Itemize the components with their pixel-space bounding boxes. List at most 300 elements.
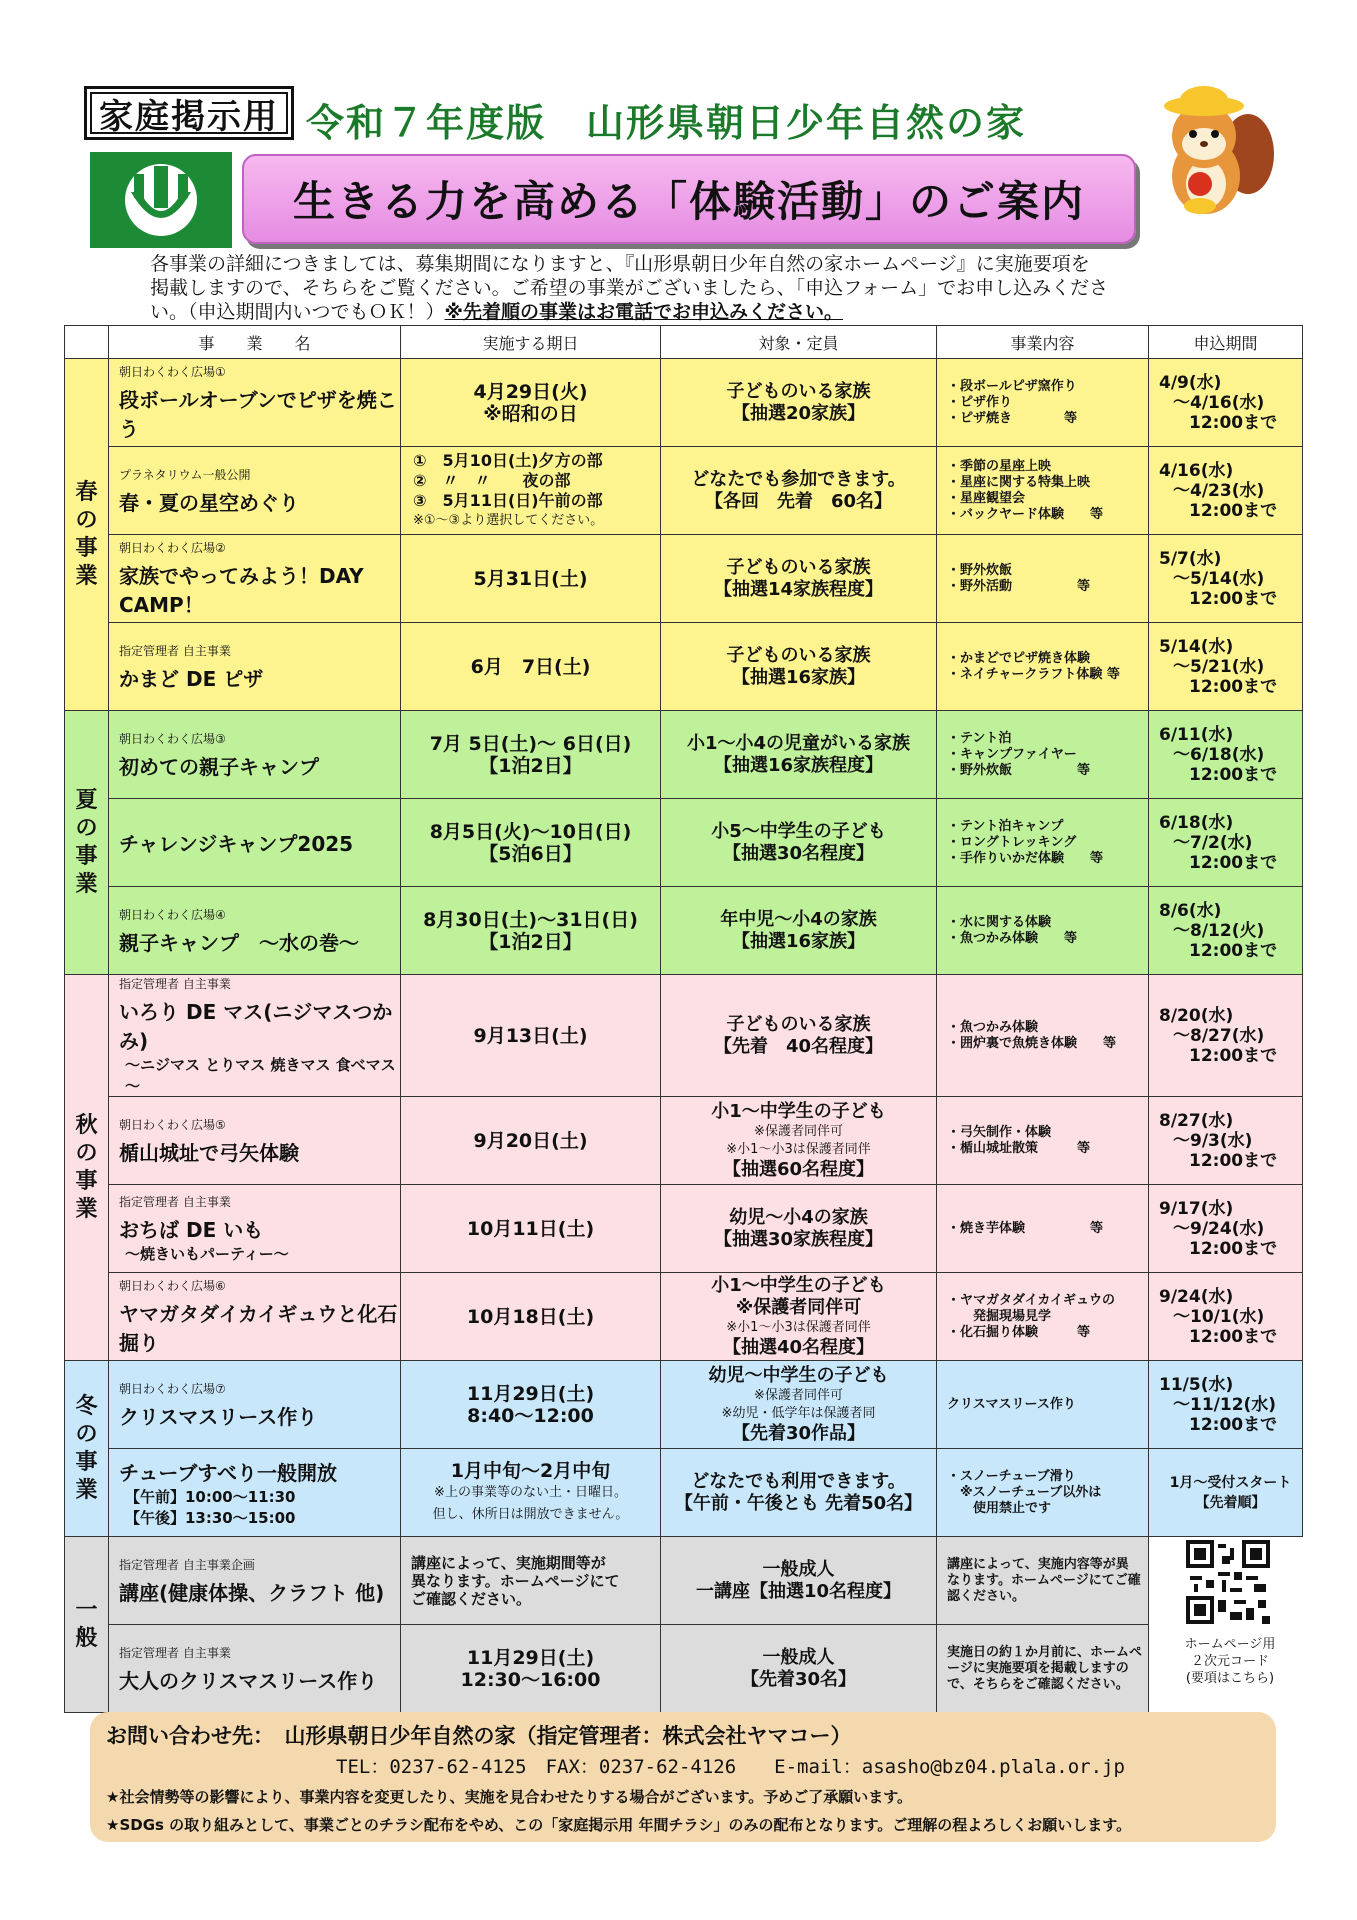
table-row bbox=[65, 1625, 1303, 1713]
event-date-cell bbox=[401, 711, 661, 799]
event-date-cell bbox=[401, 623, 661, 711]
event-date-line: 12:30～16:00 bbox=[460, 1668, 601, 1691]
event-date-cell bbox=[401, 359, 661, 447]
event-apply-line: 12:00まで bbox=[1189, 676, 1278, 697]
event-target-line: 【抽選30家族程度】 bbox=[713, 1228, 884, 1250]
event-name-cell bbox=[109, 1537, 401, 1625]
event-target-line: 【抽選14家族程度】 bbox=[713, 578, 884, 600]
event-apply-line: ～6/18(水) bbox=[1173, 744, 1265, 765]
event-date-line: 11月29日(土) bbox=[466, 1382, 595, 1405]
table-header-row bbox=[65, 326, 1303, 359]
event-content-cell bbox=[937, 1625, 1149, 1713]
event-target-line: 【抽選16家族程度】 bbox=[713, 754, 884, 776]
event-date-cell bbox=[401, 1273, 661, 1361]
event-name-cell bbox=[109, 1185, 401, 1273]
event-content-line: ・焼き芋体験 等 bbox=[947, 1220, 1104, 1236]
event-apply-cell bbox=[1149, 1361, 1303, 1449]
event-content-line: クリスマスリース作り bbox=[947, 1396, 1076, 1412]
event-apply-line: 9/17(水) bbox=[1159, 1198, 1234, 1219]
event-apply-line: 12:00まで bbox=[1189, 940, 1278, 961]
event-name-cell bbox=[109, 1273, 401, 1361]
event-content-line: ・キャンプファイヤー bbox=[947, 746, 1077, 762]
event-apply-cell bbox=[1149, 975, 1303, 1097]
event-category: プラネタリウム一般公開 bbox=[119, 467, 251, 482]
event-date-line: 10月18日(土) bbox=[466, 1305, 595, 1328]
event-name-cell bbox=[109, 359, 401, 447]
event-name: 親子キャンプ ～水の巻～ bbox=[119, 930, 359, 955]
event-content-line: ・かまどでピザ焼き体験 bbox=[947, 650, 1091, 666]
event-apply-line: 12:00まで bbox=[1189, 1045, 1278, 1066]
event-date-line: 1月中旬～2月中旬 bbox=[450, 1459, 611, 1482]
event-content-line: ・星座観望会 bbox=[947, 490, 1026, 506]
event-date-line: 11月29日(土) bbox=[466, 1646, 595, 1669]
event-content-line: ージに実施要項を掲載しますの bbox=[947, 1660, 1129, 1676]
event-name: ヤマガタダイカイギュウと化石掘り bbox=[119, 1302, 398, 1355]
event-date-line: ※①～③より選択してください。 bbox=[413, 512, 604, 528]
table-row bbox=[65, 1537, 1303, 1625]
event-apply-cell bbox=[1149, 887, 1303, 975]
event-apply-line: ～9/3(水) bbox=[1173, 1130, 1253, 1151]
season-char: 冬 bbox=[75, 1393, 98, 1419]
event-target-line: 小1～中学生の子ども bbox=[711, 1274, 886, 1296]
event-date-line: 7月 5日(土)～ 6日(日) bbox=[429, 732, 632, 755]
event-apply-line: 8/20(水) bbox=[1159, 1005, 1234, 1026]
table-row bbox=[65, 711, 1303, 799]
season-char: の bbox=[75, 815, 98, 841]
event-content-line: ・段ボールピザ窯作り bbox=[947, 378, 1077, 394]
event-apply-line: ～8/27(水) bbox=[1173, 1025, 1265, 1046]
event-name-cell bbox=[109, 711, 401, 799]
event-date-cell bbox=[401, 1625, 661, 1713]
page-title: 令和７年度版 山形県朝日少年自然の家 bbox=[306, 101, 1027, 145]
event-content-line: なります。ホームページにてご確 bbox=[947, 1572, 1141, 1588]
event-content-line: ・化石掘り体験 等 bbox=[947, 1324, 1091, 1340]
event-target-line: 小1～小4の児童がいる家族 bbox=[686, 732, 911, 754]
event-date-line: 5月31日(土) bbox=[473, 567, 588, 590]
event-category: 指定管理者 自主事業 bbox=[119, 1195, 231, 1209]
event-content-cell bbox=[937, 975, 1149, 1097]
event-date-line: 8月30日(土)～31日(日) bbox=[423, 908, 638, 931]
event-name-cell bbox=[109, 1625, 401, 1713]
event-date-line: 6月 7日(土) bbox=[470, 655, 591, 678]
event-content-cell bbox=[937, 623, 1149, 711]
event-date-line: 8月5日(火)～10日(日) bbox=[429, 820, 632, 843]
event-target-cell bbox=[661, 975, 937, 1097]
event-content-line: ・テント泊 bbox=[947, 730, 1012, 746]
event-apply-line: 12:00まで bbox=[1189, 1414, 1278, 1435]
event-apply-line: 12:00まで bbox=[1189, 852, 1278, 873]
header-content: 事業内容 bbox=[937, 326, 1149, 359]
event-apply-line: 1月～受付スタート bbox=[1169, 1474, 1292, 1491]
event-content-line: ・ヤマガタダイカイギュウの bbox=[947, 1292, 1115, 1308]
event-content-line: ・野外活動 等 bbox=[947, 578, 1091, 594]
event-apply-line: ～10/1(水) bbox=[1173, 1306, 1265, 1327]
event-content-line: 発掘現場見学 bbox=[947, 1308, 1052, 1324]
event-content-cell bbox=[937, 1097, 1149, 1185]
squirrel-mascot-icon bbox=[1148, 84, 1278, 224]
event-target-line: 【抽選20家族】 bbox=[731, 402, 866, 424]
event-date-line: ② 〃 〃 夜の部 bbox=[413, 470, 571, 490]
event-target-line: 幼児～中学生の子ども bbox=[708, 1364, 889, 1386]
notice-change: ★社会情勢等の影響により、事業内容を変更したり、実施を見合わせたりする場合がございます。予めご了承願います。 bbox=[106, 1788, 913, 1806]
event-name: クリスマスリース作り bbox=[119, 1404, 318, 1429]
event-date-line: ご確認ください。 bbox=[411, 1589, 532, 1608]
event-apply-line: 8/6(水) bbox=[1159, 900, 1222, 921]
event-target-line: ※保護者同伴可 bbox=[735, 1296, 862, 1318]
event-apply-line: 12:00まで bbox=[1189, 764, 1278, 785]
event-content-line: ・魚つかみ体験 bbox=[947, 1019, 1039, 1035]
event-date-cell bbox=[401, 799, 661, 887]
event-date-line: 9月13日(土) bbox=[473, 1024, 588, 1047]
event-apply-line: 5/14(水) bbox=[1159, 636, 1234, 657]
event-target-line: 【先着 40名程度】 bbox=[713, 1035, 884, 1057]
season-label-summer bbox=[65, 711, 109, 975]
event-category: 朝日わくわく広場② bbox=[119, 541, 226, 555]
table-row bbox=[65, 799, 1303, 887]
season-char: 事 bbox=[75, 1168, 98, 1194]
event-apply-cell bbox=[1149, 799, 1303, 887]
season-char: の bbox=[75, 507, 98, 533]
event-date-line: 【1泊2日】 bbox=[479, 754, 582, 777]
event-content-cell bbox=[937, 711, 1149, 799]
event-capacity: 【抽選40名程度】 bbox=[722, 1336, 875, 1358]
event-date-line: ③ 5月11日(日)午前の部 bbox=[413, 490, 603, 510]
event-target-cell bbox=[661, 887, 937, 975]
event-name: 初めての親子キャンプ bbox=[119, 754, 319, 779]
event-name: かまど DE ピザ bbox=[119, 666, 264, 691]
event-date-note: 但し、休所日は開放できません。 bbox=[432, 1506, 629, 1522]
table-row bbox=[65, 447, 1303, 535]
event-apply-cell bbox=[1149, 711, 1303, 799]
season-label-spring bbox=[65, 359, 109, 711]
event-name-cell bbox=[109, 975, 401, 1097]
event-content-line: ・ネイチャークラフト体験 等 bbox=[947, 666, 1120, 682]
event-content-cell bbox=[937, 1273, 1149, 1361]
event-content-cell bbox=[937, 359, 1149, 447]
season-char: の bbox=[75, 1421, 98, 1447]
event-content-line: ・ピザ作り bbox=[947, 394, 1013, 410]
event-time-slot: 【午前】10:00～11:30 bbox=[125, 1488, 296, 1506]
intro-line-2: 掲載しますので、そちらをご覧ください。ご希望の事業がございましたら、「申込フォーム」でお申し込みくださ bbox=[150, 277, 1109, 299]
event-apply-line: 6/11(水) bbox=[1159, 724, 1234, 745]
season-char: 業 bbox=[75, 1196, 98, 1222]
event-content-line: ・楯山城址散策 等 bbox=[947, 1140, 1091, 1156]
event-name-cell bbox=[109, 447, 401, 535]
event-date-cell bbox=[401, 1449, 661, 1537]
header-date: 実施する期日 bbox=[401, 326, 661, 359]
event-category: 朝日わくわく広場⑤ bbox=[119, 1117, 226, 1132]
event-category: 指定管理者 自主事業 bbox=[119, 643, 231, 658]
event-target-cell bbox=[661, 535, 937, 623]
contact-phone-email[interactable]: TEL：0237-62-4125 FAX：0237-62-4126 E-mail：asasho@bz04.plala.or.jp bbox=[336, 1756, 1125, 1778]
intro-line-3: い。（申込期間内いつでもＯＫ！）※先着順の事業はお電話でお申込みください。 bbox=[150, 301, 843, 323]
season-char: 秋 bbox=[75, 1112, 98, 1138]
event-date-cell bbox=[401, 447, 661, 535]
event-apply-line: ～7/2(水) bbox=[1173, 832, 1253, 853]
event-content-line: 講座によって、実施内容等が異 bbox=[947, 1556, 1129, 1572]
event-date-line: 【5泊6日】 bbox=[479, 842, 582, 865]
event-target-line: 【抽選16家族】 bbox=[731, 666, 866, 688]
event-name: 春・夏の星空めぐり bbox=[119, 490, 299, 515]
season-label-autumn bbox=[65, 975, 109, 1361]
event-date-cell bbox=[401, 887, 661, 975]
season-char: の bbox=[75, 1140, 98, 1166]
event-target-note: ※小1～小3は保護者同伴 bbox=[726, 1141, 871, 1157]
table-row bbox=[65, 359, 1303, 447]
event-apply-line: 5/7(水) bbox=[1159, 548, 1222, 569]
event-apply-cell bbox=[1149, 1449, 1303, 1537]
event-date-note: ※上の事業等のない土・日曜日。 bbox=[434, 1484, 627, 1500]
event-target-cell bbox=[661, 447, 937, 535]
event-content-line: ・バックヤード体験 等 bbox=[947, 506, 1104, 522]
event-category: 指定管理者 自主事業 bbox=[119, 977, 231, 991]
logo-mark-icon bbox=[90, 152, 232, 248]
season-char: 事 bbox=[75, 843, 98, 869]
event-date-line: 4月29日(火) bbox=[473, 380, 588, 403]
event-apply-line: ～5/21(水) bbox=[1173, 656, 1265, 677]
event-category: 朝日わくわく広場⑦ bbox=[119, 1381, 226, 1396]
event-name-cell bbox=[109, 1097, 401, 1185]
phone-apply-note: ※先着順の事業はお電話でお申込みください。 bbox=[444, 301, 843, 323]
event-category: 指定管理者 自主事業企画 bbox=[119, 1557, 255, 1572]
household-posting-tag: 家庭掲示用 bbox=[84, 86, 294, 140]
intro-text bbox=[150, 252, 1210, 324]
event-capacity: 【先着30作品】 bbox=[731, 1422, 866, 1444]
qr-caption: ホームページ用 ２次元コード (要項はこちら) bbox=[1184, 1637, 1276, 1686]
table-row bbox=[65, 887, 1303, 975]
event-date-cell bbox=[401, 1537, 661, 1625]
event-apply-line: 9/24(水) bbox=[1159, 1286, 1234, 1307]
event-apply-cell bbox=[1149, 623, 1303, 711]
event-subtitle: ～ニジマス とりマス 焼きマス 食べマス～ bbox=[125, 1056, 396, 1095]
table-row bbox=[65, 1185, 1303, 1273]
event-apply-line: 12:00まで bbox=[1189, 1326, 1278, 1347]
event-content-cell bbox=[937, 1537, 1149, 1625]
event-name: おちば DE いも bbox=[119, 1218, 264, 1242]
event-apply-line: 11/5(水) bbox=[1159, 1374, 1234, 1395]
event-content-cell bbox=[937, 447, 1149, 535]
event-name-cell bbox=[109, 623, 401, 711]
table-row bbox=[65, 1361, 1303, 1449]
event-apply-line: 12:00まで bbox=[1189, 588, 1278, 609]
event-target-line: 子どものいる家族 bbox=[726, 644, 871, 666]
event-apply-cell bbox=[1149, 1185, 1303, 1273]
season-char: 業 bbox=[75, 1477, 98, 1503]
event-content-line: 使用禁止です bbox=[947, 1500, 1052, 1516]
season-char: 業 bbox=[75, 563, 98, 589]
season-char: 業 bbox=[75, 871, 98, 897]
event-name-cell bbox=[109, 535, 401, 623]
event-content-line: ・囲炉裏で魚焼き体験 等 bbox=[947, 1035, 1117, 1051]
event-date-line: 9月20日(土) bbox=[473, 1129, 588, 1152]
event-apply-cell bbox=[1149, 535, 1303, 623]
table-row bbox=[65, 1449, 1303, 1537]
event-target-line: 一講座【抽選10名程度】 bbox=[695, 1580, 902, 1602]
event-target-cell bbox=[661, 1273, 937, 1361]
event-target-note: ※保護者同伴可 bbox=[754, 1387, 843, 1403]
event-date-line: 10月11日(土) bbox=[466, 1217, 595, 1240]
event-content-line: ・野外炊飯 等 bbox=[947, 762, 1091, 778]
table-row bbox=[65, 1273, 1303, 1361]
event-apply-line: 4/9(水) bbox=[1159, 372, 1222, 393]
event-target-cell bbox=[661, 1625, 937, 1713]
event-apply-cell bbox=[1149, 359, 1303, 447]
event-content-line: 認ください。 bbox=[947, 1588, 1026, 1604]
event-content-line: ・スノーチューブ滑り bbox=[947, 1468, 1076, 1484]
event-content-line: ・水に関する体験 bbox=[947, 914, 1052, 930]
season-char: 事 bbox=[75, 535, 98, 561]
event-target-cell bbox=[661, 1097, 937, 1185]
event-apply-line: 6/18(水) bbox=[1159, 812, 1234, 833]
event-target-line: 【抽選30名程度】 bbox=[722, 842, 875, 864]
event-content-line: ※スノーチューブ以外は bbox=[947, 1484, 1102, 1500]
event-content-line: ・ピザ焼き 等 bbox=[947, 410, 1078, 426]
season-label-winter bbox=[65, 1361, 109, 1537]
event-apply-line: 12:00まで bbox=[1189, 412, 1278, 433]
header-season bbox=[65, 326, 109, 359]
event-target-cell bbox=[661, 1185, 937, 1273]
event-target-line: 子どものいる家族 bbox=[726, 380, 871, 402]
event-target-note: ※幼児・低学年は保護者同 bbox=[721, 1405, 876, 1421]
event-name: 段ボールオーブンでピザを焼こう bbox=[119, 388, 397, 441]
event-apply-line: 12:00まで bbox=[1189, 1150, 1278, 1171]
event-date-cell bbox=[401, 535, 661, 623]
contact-org: お問い合わせ先： 山形県朝日少年自然の家（指定管理者：株式会社ヤマコー） bbox=[106, 1724, 852, 1748]
event-target-line: 年中児～小4の家族 bbox=[720, 908, 877, 930]
event-apply-cell bbox=[1149, 447, 1303, 535]
event-target-line: 一般成人 bbox=[762, 1646, 835, 1668]
event-target-line: 幼児～小4の家族 bbox=[729, 1206, 868, 1228]
event-target-line: 【各回 先着 60名】 bbox=[704, 490, 893, 512]
facility-logo bbox=[90, 152, 232, 248]
event-target-cell bbox=[661, 1537, 937, 1625]
event-apply-cell bbox=[1149, 1273, 1303, 1361]
event-date-cell bbox=[401, 975, 661, 1097]
header-event-name: 事 業 名 bbox=[109, 326, 401, 359]
season-char: 般 bbox=[75, 1625, 98, 1651]
event-target-cell bbox=[661, 711, 937, 799]
event-target-line: どなたでも参加できます。 bbox=[691, 468, 906, 490]
event-target-line: 子どものいる家族 bbox=[726, 1013, 871, 1035]
event-date-line: ① 5月10日(土)夕方の部 bbox=[413, 450, 603, 470]
event-name-cell bbox=[109, 887, 401, 975]
event-name: チャレンジキャンプ2025 bbox=[119, 832, 354, 856]
season-char: 夏 bbox=[75, 787, 98, 813]
table-row bbox=[65, 535, 1303, 623]
event-name-cell bbox=[109, 1361, 401, 1449]
season-char: 春 bbox=[75, 479, 98, 505]
qr-code-icon[interactable] bbox=[1186, 1540, 1270, 1624]
event-content-cell bbox=[937, 799, 1149, 887]
header-target: 対象・定員 bbox=[661, 326, 937, 359]
event-apply-line: ～11/12(水) bbox=[1173, 1394, 1277, 1415]
table-row bbox=[65, 623, 1303, 711]
event-date-cell bbox=[401, 1361, 661, 1449]
event-content-line: ・手作りいかだ体験 等 bbox=[947, 850, 1104, 866]
event-target-line: 子どものいる家族 bbox=[726, 556, 871, 578]
event-date-line: ※昭和の日 bbox=[483, 402, 578, 425]
event-name: 大人のクリスマスリース作り bbox=[119, 1668, 378, 1693]
event-target-line: どなたでも利用できます。 bbox=[691, 1470, 906, 1492]
event-target-note: ※保護者同伴可 bbox=[754, 1123, 843, 1139]
event-target-cell bbox=[661, 799, 937, 887]
event-apply-line: ～5/14(水) bbox=[1173, 568, 1265, 589]
event-content-line: ・星座に関する特集上映 bbox=[947, 474, 1091, 490]
event-capacity: 【抽選60名程度】 bbox=[722, 1158, 875, 1180]
event-target-cell bbox=[661, 359, 937, 447]
event-apply-line: 【先着順】 bbox=[1195, 1494, 1266, 1511]
event-name: 楯山城址で弓矢体験 bbox=[119, 1140, 299, 1165]
event-time-slot: 【午後】13:30～15:00 bbox=[125, 1509, 296, 1527]
event-apply-line: 4/16(水) bbox=[1159, 460, 1234, 481]
event-target-line: 一般成人 bbox=[762, 1558, 835, 1580]
notice-sdgs: ★SDGs の取り組みとして、事業ごとのチラシ配布をやめ、この「家庭掲示用 年間チラシ」のみの配布となります。ご理解の程よろしくお願いします。 bbox=[106, 1816, 1132, 1834]
event-name: いろり DE マス(ニジマスつかみ) bbox=[119, 1000, 393, 1053]
event-name-cell bbox=[109, 799, 401, 887]
event-target-cell bbox=[661, 623, 937, 711]
event-name: 講座(健康体操、クラフト 他) bbox=[119, 1580, 385, 1605]
event-content-cell bbox=[937, 1185, 1149, 1273]
event-content-line: ・野外炊飯 bbox=[947, 562, 1013, 578]
event-date-line: 【1泊2日】 bbox=[479, 930, 582, 953]
event-apply-line: 12:00まで bbox=[1189, 1238, 1278, 1259]
event-target-line: 【午前・午後とも 先着50名】 bbox=[674, 1492, 923, 1514]
event-apply-line: 12:00まで bbox=[1189, 500, 1278, 521]
event-date-cell bbox=[401, 1097, 661, 1185]
event-schedule-table bbox=[64, 325, 1303, 1713]
event-name: 家族でやってみよう！DAY CAMP！ bbox=[119, 564, 364, 617]
event-category: 朝日わくわく広場① bbox=[119, 365, 226, 379]
event-target-cell bbox=[661, 1449, 937, 1537]
season-label-general bbox=[65, 1537, 109, 1713]
event-content-line: ・弓矢制作・体験 bbox=[947, 1124, 1052, 1140]
event-apply-line: ～4/16(水) bbox=[1173, 392, 1265, 413]
event-name-cell bbox=[109, 1449, 401, 1537]
event-apply-line: ～8/12(火) bbox=[1173, 920, 1265, 941]
headline-banner: 生きる力を高める「体験活動」のご案内 bbox=[242, 154, 1136, 244]
event-apply-line: ～4/23(水) bbox=[1173, 480, 1265, 501]
event-content-cell bbox=[937, 887, 1149, 975]
header-apply-period: 申込期間 bbox=[1149, 326, 1303, 359]
event-category: 朝日わくわく広場⑥ bbox=[119, 1279, 226, 1293]
event-date-line: 講座によって、実施期間等が bbox=[411, 1553, 606, 1572]
event-date-line: 異なります。ホームページにて bbox=[411, 1571, 620, 1590]
event-apply-line: ～9/24(水) bbox=[1173, 1218, 1265, 1239]
event-category: 朝日わくわく広場③ bbox=[119, 731, 226, 746]
event-target-line: 【先着30名】 bbox=[740, 1668, 857, 1690]
event-content-cell bbox=[937, 535, 1149, 623]
season-char: 事 bbox=[75, 1449, 98, 1475]
table-row bbox=[65, 1097, 1303, 1185]
event-date-cell bbox=[401, 1185, 661, 1273]
event-target-note: ※小1～小3は保護者同伴 bbox=[726, 1319, 871, 1335]
intro-line-1: 各事業の詳細につきましては、募集期間になりますと、『山形県朝日少年自然の家ホームページ』に実施要項を bbox=[150, 253, 1090, 275]
event-content-line: 実施日の約１か月前に、ホームペ bbox=[947, 1644, 1143, 1660]
event-target-line: 【抽選16家族】 bbox=[731, 930, 866, 952]
event-target-line: 小1～中学生の子ども bbox=[711, 1100, 886, 1122]
event-apply-line: 8/27(水) bbox=[1159, 1110, 1234, 1131]
event-content-line: ・ロングトレッキング bbox=[947, 834, 1077, 850]
event-content-cell bbox=[937, 1449, 1149, 1537]
event-subtitle: ～焼きいもパーティー～ bbox=[125, 1245, 289, 1263]
event-content-line: ・テント泊キャンプ bbox=[947, 818, 1064, 834]
event-apply-cell bbox=[1149, 1097, 1303, 1185]
table-row bbox=[65, 975, 1303, 1097]
event-content-cell bbox=[937, 1361, 1149, 1449]
event-name: チューブすべり一般開放 bbox=[119, 1461, 337, 1485]
event-date-line: 8:40～12:00 bbox=[467, 1404, 594, 1427]
event-content-line: ・季節の星座上映 bbox=[947, 458, 1052, 474]
